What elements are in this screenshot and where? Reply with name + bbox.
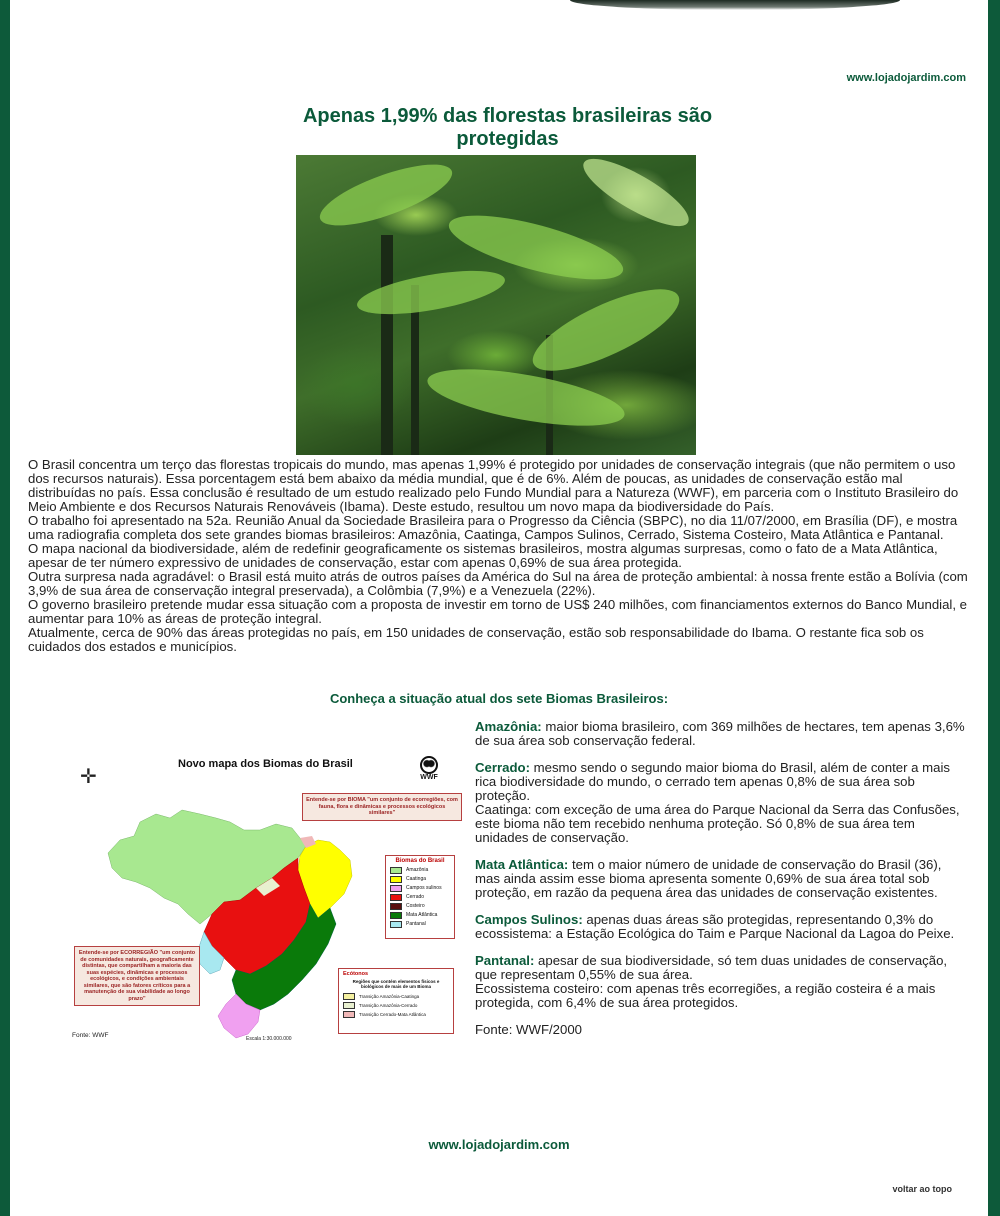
- paragraph: Outra surpresa nada agradável: o Brasil está muito atrás de outros países da América do Sul na área de proteção ambiental: à nossa frente estão a Bolívia (com 3,9% de sua área de conservação integral preservada), a Colômbia (7,9%) e a Venezuela (22%).: [28, 569, 968, 598]
- source-line: Fonte: WWF/2000: [475, 1022, 583, 1037]
- ecotones-title: Ecótonos: [343, 971, 369, 977]
- biome-item: [475, 913, 965, 941]
- article-title: Apenas 1,99% das florestas brasileiras são protegidas: [302, 105, 713, 150]
- legend-item: Campos sulinos: [390, 885, 450, 891]
- article-body: [28, 458, 972, 654]
- map-source: Fonte: WWF: [72, 1032, 109, 1039]
- biome-text: maior bioma brasileiro, com 369 milhões de hectares, tem apenas 3,6% de sua área sob conservação federal.: [475, 719, 965, 748]
- biome-extra: Ecossistema costeiro: com apenas três ecorregiões, a região costeira é a mais protegida, com 6,4% de sua área protegidos.: [475, 981, 936, 1010]
- biome-item: [475, 954, 965, 1010]
- biomes-legend: [385, 855, 455, 939]
- biome-extra: Caatinga: com exceção de uma área do Parque Nacional da Serra das Confusões, este bioma não tem recebido nenhuma proteção. Só 0,8% de sua área tem unidades de conservação.: [475, 802, 960, 845]
- forest-photo: [296, 155, 696, 455]
- biome-text: mesmo sendo o segundo maior bioma do Brasil, além de conter a mais rica biodiversidade do mundo, o cerrado tem apenas 0,8% de sua área sob proteção.: [475, 760, 950, 803]
- legend-item: Mata Atlântica: [390, 912, 450, 918]
- page: [10, 0, 988, 1216]
- legend-item: Transição Cerrado-Mata Atlântica: [343, 1011, 449, 1017]
- map-scale: Escala 1:30.000.000: [246, 1036, 292, 1042]
- biome-name: Cerrado:: [475, 760, 530, 775]
- biome-text: tem o maior número de unidade de conservação do Brasil (36), mas ainda assim esse bioma apresenta somente 0,69% de sua área total sob proteção, em razão da pequena área das unidades de conservação existentes.: [475, 857, 942, 900]
- legend-item: Transição Amazônia-Caatinga: [343, 993, 449, 999]
- paragraph: O trabalho foi apresentado na 52a. Reunião Anual da Sociedade Brasileira para o Progresso da Ciência (SBPC), no dia 11/07/2000, em Brasília (DF), e mostra uma radiografia completa dos sete grandes biomas brasileiros: Amazônia, Caatinga, Campos Sulinos, Cerrado, Sistema Costeiro, Mata Atlântica e Pantanal.: [28, 513, 958, 542]
- ecotones-subtitle: Regiões que contém elementos físicos e biológicos de mais de um Bioma: [352, 979, 440, 989]
- biomes-list: [475, 720, 965, 1037]
- biome-text: apesar de sua biodiversidade, só tem duas unidades de conservação, que representam 0,55% de sua área.: [475, 953, 948, 982]
- compass-icon: ✛: [80, 766, 97, 788]
- legend-item: Transição Amazônia-Cerrado: [343, 1002, 449, 1008]
- section-heading: Conheça a situação atual dos sete Biomas Brasileiros:: [329, 691, 669, 706]
- back-to-top-link[interactable]: voltar ao topo: [892, 1184, 952, 1194]
- biome-name: Campos Sulinos:: [475, 912, 583, 927]
- biome-item: [475, 858, 965, 900]
- map-title: Novo mapa dos Biomas do Brasil: [178, 758, 353, 770]
- biomes-map: [60, 718, 458, 1046]
- wwf-label: WWF: [420, 774, 438, 781]
- ecorregiao-note: Entende-se por ECORREGIÃO "um conjunto de comunidades naturais, geograficamente distintas, que compartilham a maioria das suas espécies, dinâmicas e processos ecológicos, e condições ambientais similares, que são fatores críticos para a manutenção de sua viabilidade ao longo prazo": [74, 946, 200, 1006]
- paragraph: O governo brasileiro pretende mudar essa situação com a proposta de investir em torno de US$ 240 milhões, com financiamentos externos do Banco Mundial, e aumentar para 10% as áreas de proteção integral.: [28, 597, 968, 626]
- biome-name: Mata Atlântica:: [475, 857, 569, 872]
- legend-item: Caatinga: [390, 876, 450, 882]
- biome-name: Amazônia:: [475, 719, 542, 734]
- biome-item: [475, 720, 965, 748]
- bioma-note: Entende-se por BIOMA "um conjunto de ecorregiões, com fauna, flora e dinâmicas e processos ecológicos similares": [302, 793, 462, 821]
- biome-text: apenas duas áreas são protegidas, representando 0,3% do ecossistema: a Estação Ecológica do Taim e Parque Nacional da Lagoa do Peixe.: [475, 912, 955, 941]
- legend-item: Amazônia: [390, 867, 450, 873]
- legend-title: Biomas do Brasil: [395, 858, 445, 864]
- site-link-bottom[interactable]: www.lojadojardim.com: [428, 1137, 570, 1152]
- paragraph: O mapa nacional da biodiversidade, além de redefinir geograficamente os sistemas brasileiros, mostra algumas surpresas, como o fato de a Mata Atlântica, apesar de ter número expressivo de unidades de conservação, estar com apenas 0,69% de sua área protegida.: [28, 541, 938, 570]
- paragraph: O Brasil concentra um terço das florestas tropicais do mundo, mas apenas 1,99% é protegido por unidades de conservação integrais (que não permitem o uso dos recursos naturais). Essa porcentagem está bem abaixo da média mundial, que é de 6%. Além de poucas, as unidades de conservação estão mal distribuídas no país. Essa conclusão é resultado de um estudo realizado pelo Fundo Mundial para a Natureza (WWF), em parceria com o Instituto Brasileiro do Meio Ambiente e dos Recursos Naturais Renováveis (Ibama). Deste estudo, resultou um novo mapa da biodiversidade do País.: [28, 457, 959, 514]
- biome-item: [475, 761, 965, 845]
- legend-item: Costeiro: [390, 903, 450, 909]
- top-decoration: [570, 0, 900, 10]
- ecotones-legend: [338, 968, 454, 1034]
- legend-item: Cerrado: [390, 894, 450, 900]
- site-link-top[interactable]: www.lojadojardim.com: [846, 72, 966, 84]
- biome-name: Pantanal:: [475, 953, 535, 968]
- legend-item: Pantanal: [390, 921, 450, 927]
- paragraph: Atualmente, cerca de 90% das áreas protegidas no país, em 150 unidades de conservação, estão sob responsabilidade do Ibama. O restante fica sob os cuidados dos estados e municípios.: [28, 625, 924, 654]
